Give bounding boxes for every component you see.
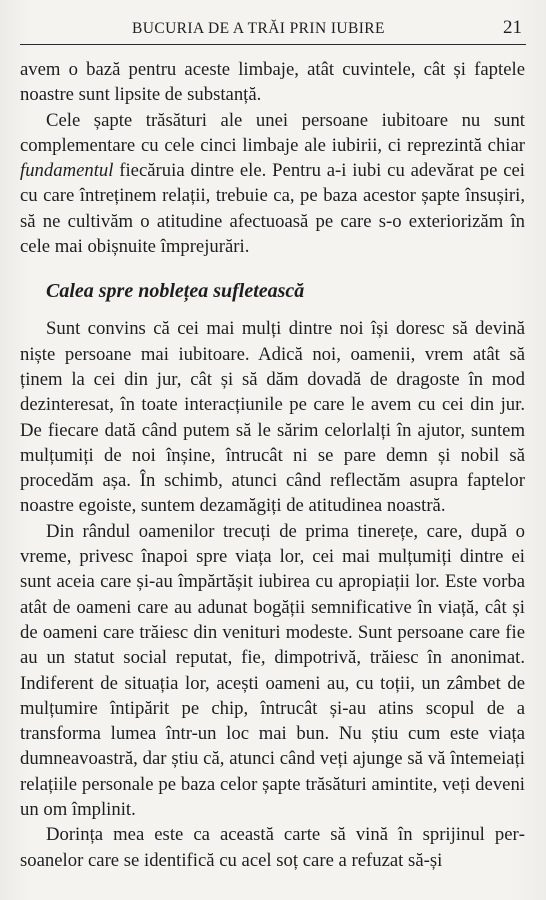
paragraph-traits [20,108,525,260]
paragraph-traits-end: fiecăruia dintre ele. Pentru a-i iubi cu adevărat pe cei cu care întreținem relații, trebuie ca, pe baza acestor șapte însușiri, să ne cultivăm o atitudine afectuoasă pe care s-o exteriorizăm în cele mai obișnuite împrejurări. [20,160,525,258]
page-body [20,57,525,873]
page-number: 21 [503,17,522,38]
running-header [20,16,526,46]
section-heading: Calea spre noblețea sufletească [46,280,305,303]
paragraph-continued: avem o bază pentru aceste limbaje, atât cuvintele, cât și faptele noastre sunt lipsite de substanță. [20,59,525,106]
paragraph-traits-start: Cele șapte trăsături ale unei persoane iubitoare nu sunt complementare cu cele cinci limbaje ale iubirii, ci reprezintă chiar [20,109,525,156]
emphasis-fundamentul: fundamentul [20,160,114,182]
paragraph-oameni: Din rândul oamenilor trecuți de prima tinerețe, care, după o vreme, privesc înapoi spre viața lor, cei mai mulțumiți dintre ei sunt aceia care și-au împărtășit iubirea cu apropiații lor. Este vorba atât de oameni care au adunat bogății semnificative în viață, cât și de oameni care trăiesc din venituri modeste. Sunt persoane care fie au un statut social reputat, fie, dimpotrivă, trăiesc în anonimat. Indiferent de situația lor, acești oameni au, cu toții, un zâmbet de mulțumire întipărit pe chip, întrucât și-au atins scopul de a transforma lumea într-un loc mai bun. Nu știu cum este viața dumneavoastră, dar știu că, atunci când veți ajunge să vă întemeiați relațiile personale pe baza celor șapte trăsături amintite, veți deveni un om împlinit. [20,520,525,821]
paragraph-dorinta: Dorința mea este ca această carte să vină în sprijinul persoanelor care se identifică cu acel soț care a refuzat să-și [20,824,525,871]
header-rule [20,44,526,45]
running-title: BUCURIA DE A TRĂI PRIN IUBIRE [132,20,385,37]
paragraph-convins: Sunt convins că cei mai mulți dintre noi își doresc să devină niște persoane mai iubitoare. Adică noi, oamenii, vrem atât să ținem la cei din jur, cât și să dăm dovadă de dragoste în mod dezinteresat, în toate interacțiunile pe care le avem cu cei din jur. De fiecare dată când putem să le sărim celorlalți în ajutor, suntem mulțumiți de noi înșine, întrucât ni se pare demn și nobil să procedăm așa. În schimb, atunci când reflectăm asupra faptelor noastre egoiste, suntem dezamăgiți de atitudinea noastră. [20,318,525,517]
